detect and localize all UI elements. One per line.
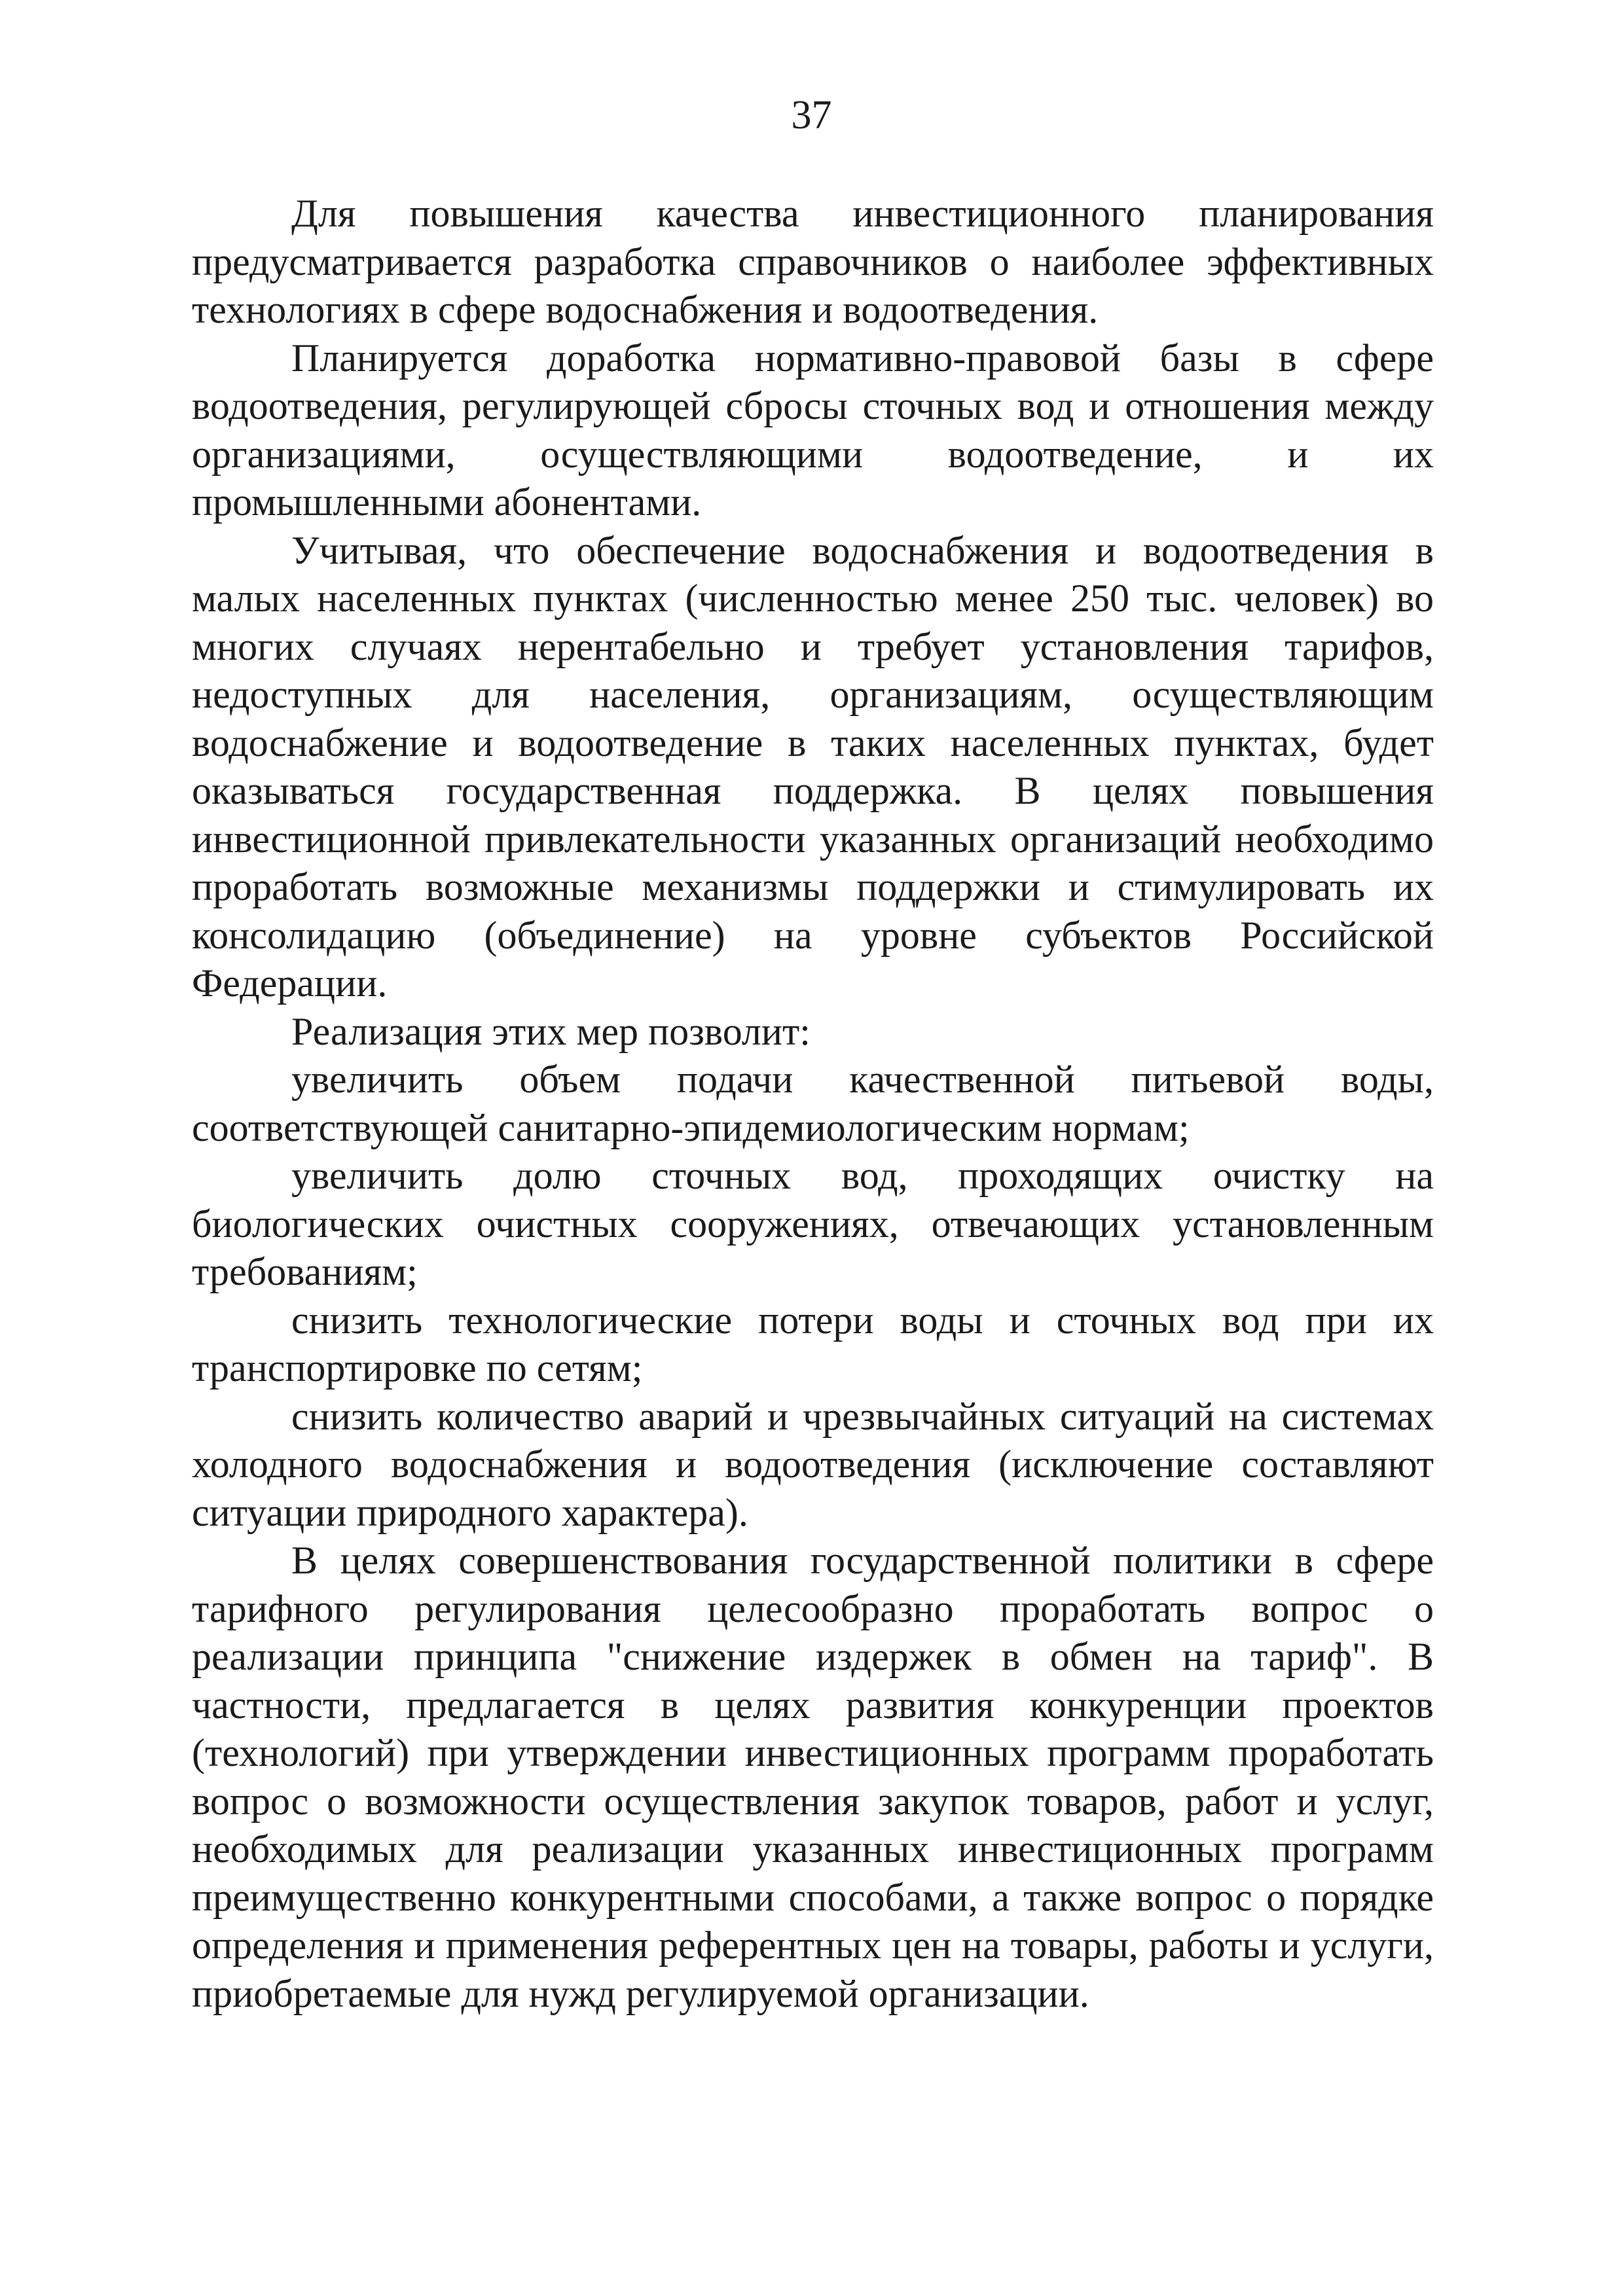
page-number: 37 — [791, 93, 832, 137]
paragraph-measure-accidents: снизить количество аварий и чрезвычайных ситуаций на системах холодного водоснабжения и водоотведения (исключение составляют ситуации природного характера). — [192, 1394, 1434, 1534]
document-body — [192, 190, 1434, 2018]
paragraph-tariff-regulation: В целях совершенствования государственной политики в сфере тарифного регулирования целесообразно проработать вопрос о реализации принципа "снижение издержек в обмен на тариф". В частности, предлагается в целях развития конкуренции проектов (технологий) при утверждении инвестиционных программ проработать вопрос о возможности осуществления закупок товаров, работ и услуг, необходимых для реализации указанных инвестиционных программ преимущественно конкурентными способами, а также вопрос о порядке определения и применения референтных цен на товары, работы и услуги, приобретаемые для нужд регулируемой организации. — [192, 1539, 1434, 2015]
paragraph-small-settlements-support: Учитывая, что обеспечение водоснабжения и водоотведения в малых населенных пунктах (численностью менее 250 тыс. человек) во многих случаях нерентабельно и требует установления тарифов, недоступных для населения, организациям, осуществляющим водоснабжение и водоотведение в таких населенных пунктах, будет оказываться государственная поддержка. В целях повышения инвестиционной привлекательности указанных организаций необходимо проработать возможные механизмы поддержки и стимулировать их консолидацию (объединение) на уровне субъектов Российской Федерации. — [192, 528, 1434, 1005]
paragraph-measure-wastewater-treatment: увеличить долю сточных вод, проходящих очистку на биологических очистных сооружениях, отвечающих установленным требованиям; — [192, 1154, 1434, 1293]
paragraph-regulatory-framework: Планируется доработка нормативно-правовой базы в сфере водоотведения, регулирующей сбросы сточных вод и отношения между организациями, осуществляющими водоотведение, и их промышленными абонентами. — [192, 336, 1434, 524]
paragraph-measure-drinking-water: увеличить объем подачи качественной питьевой воды, соответствующей санитарно-эпидемиологическим нормам; — [192, 1058, 1434, 1149]
paragraph-investment-planning: Для повышения качества инвестиционного планирования предусматривается разработка справочников о наиболее эффективных технологиях в сфере водоснабжения и водоотведения. — [192, 192, 1434, 331]
paragraph-measure-technological-losses: снизить технологические потери воды и сточных вод при их транспортировке по сетям; — [192, 1298, 1434, 1390]
paragraph-measures-intro: Реализация этих мер позволит: — [291, 1009, 811, 1053]
